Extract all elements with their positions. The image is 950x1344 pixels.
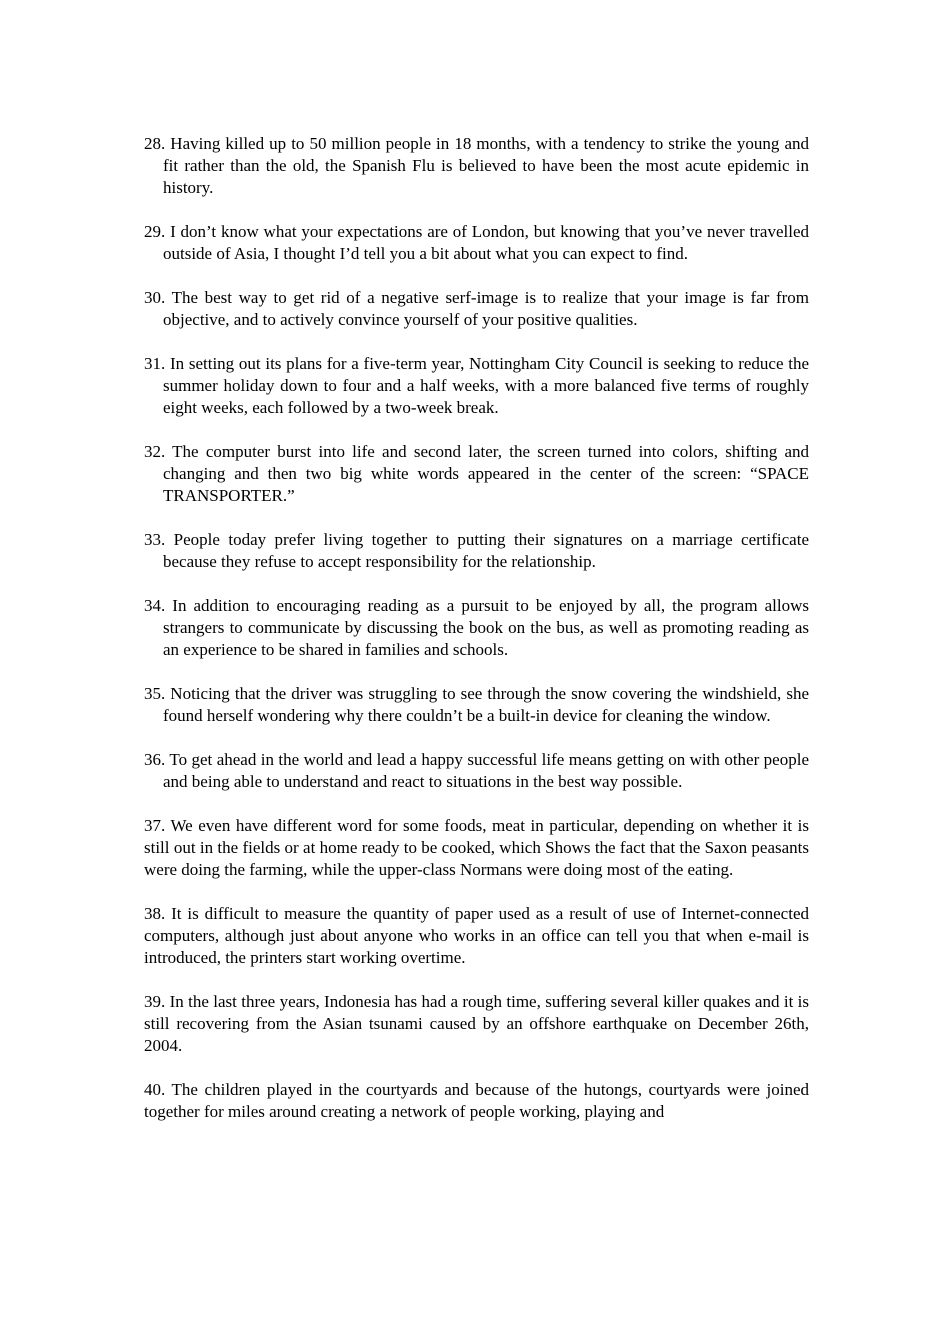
sentence-item-38: 38. It is difficult to measure the quantity of paper used as a result of use of Internet-connected computers, although just about anyone who works in an office can tell you that when e-mail is introduced, the printers start working overtime. bbox=[144, 904, 809, 967]
sentence-item-33: 33. People today prefer living together to putting their signatures on a marriage certificate because they refuse to accept responsibility for the relationship. bbox=[144, 530, 809, 571]
sentence-item-37: 37. We even have different word for some foods, meat in particular, depending on whether it is still out in the fields or at home ready to be cooked, which Shows the fact that the Saxon peasants were doing the farming, while the upper-class Normans were doing most of the eating. bbox=[144, 816, 809, 879]
sentence-item-32: 32. The computer burst into life and second later, the screen turned into colors, shifting and changing and then two big white words appeared in the center of the screen: “SPACE TRANSPORTER.” bbox=[144, 442, 809, 505]
sentence-item-29: 29. I don’t know what your expectations are of London, but knowing that you’ve never travelled outside of Asia, I thought I’d tell you a bit about what you can expect to find. bbox=[144, 222, 809, 263]
sentence-item-30: 30. The best way to get rid of a negative serf-image is to realize that your image is far from objective, and to actively convince yourself of your positive qualities. bbox=[144, 288, 809, 329]
sentence-item-40: 40. The children played in the courtyards and because of the hutongs, courtyards were joined together for miles around creating a network of people working, playing and bbox=[144, 1080, 809, 1121]
sentence-item-36: 36. To get ahead in the world and lead a happy successful life means getting on with other people and being able to understand and react to situations in the best way possible. bbox=[144, 750, 809, 791]
document-page bbox=[144, 133, 809, 1145]
sentence-item-34: 34. In addition to encouraging reading as a pursuit to be enjoyed by all, the program allows strangers to communicate by discussing the book on the bus, as well as promoting reading as an experience to be shared in families and schools. bbox=[144, 596, 809, 659]
sentence-item-31: 31. In setting out its plans for a five-term year, Nottingham City Council is seeking to reduce the summer holiday down to four and a half weeks, with a more balanced five terms of roughly eight weeks, each followed by a two-week break. bbox=[144, 354, 809, 417]
sentence-item-28: 28. Having killed up to 50 million people in 18 months, with a tendency to strike the young and fit rather than the old, the Spanish Flu is believed to have been the most acute epidemic in history. bbox=[144, 134, 809, 197]
sentence-item-35: 35. Noticing that the driver was struggling to see through the snow covering the windshield, she found herself wondering why there couldn’t be a built-in device for cleaning the window. bbox=[144, 684, 809, 725]
sentence-item-39: 39. In the last three years, Indonesia has had a rough time, suffering several killer quakes and it is still recovering from the Asian tsunami caused by an offshore earthquake on December 26th, 2004. bbox=[144, 992, 809, 1055]
